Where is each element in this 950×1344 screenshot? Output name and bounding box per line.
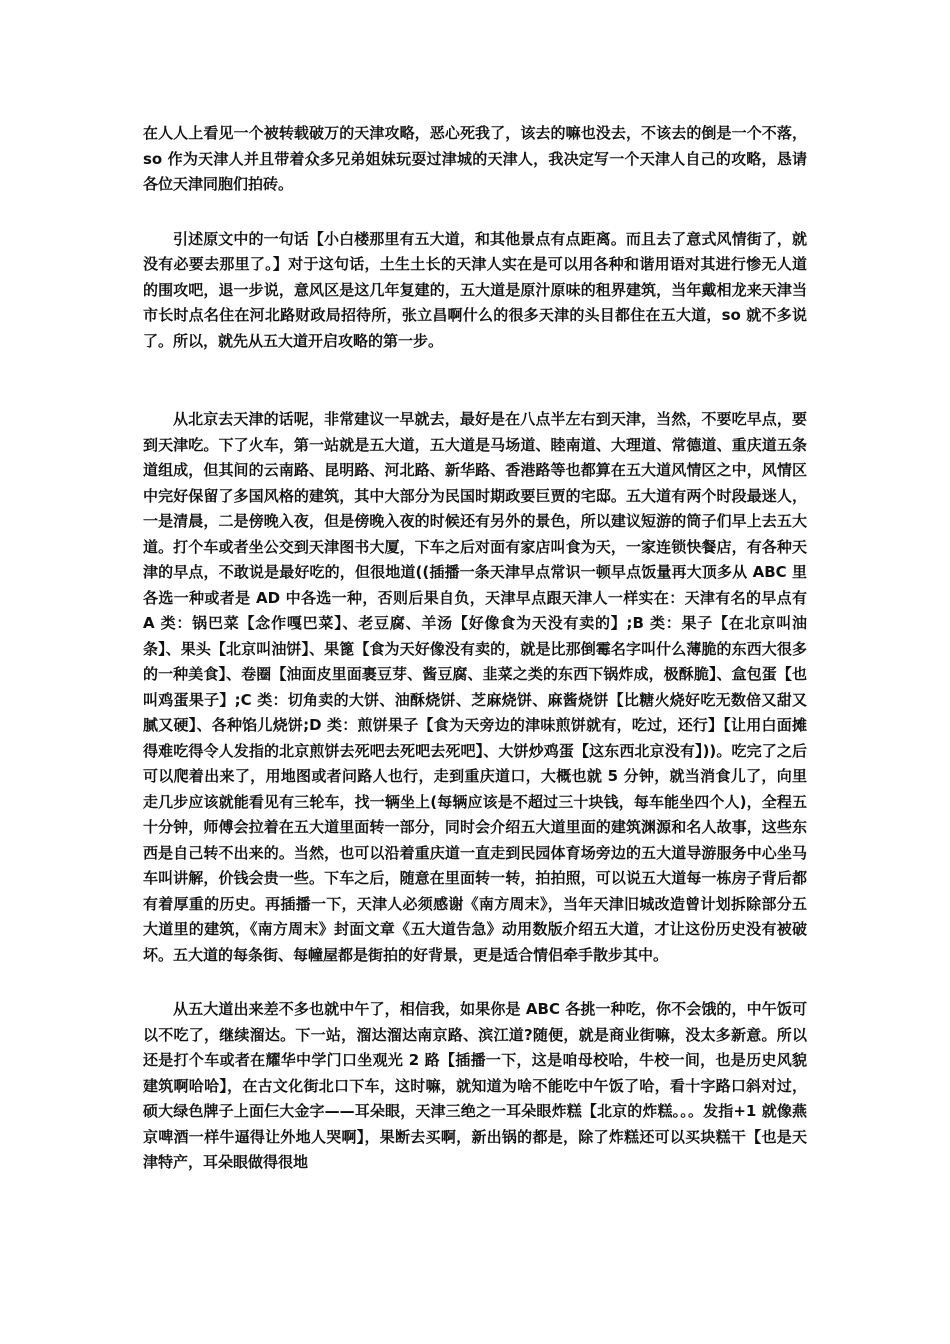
paragraph-noon-route: 从五大道出来差不多也就中午了，相信我，如果你是 ABC 各挑一种吃，你不会饿的，中午饭可以不吃了，继续溜达。下一站，溜达溜达南京路、滨江道?随便，就是商业街嘛，没太多新意。所以还是打个车或者在耀华中学门口坐观光 2 路【插播一下，这是咱母校哈，牛校一间，也是历史风貌建筑啊哈哈】，在古文化街北口下车，这时嘛，就知道为啥不能吃中午饭了哈，看十字路口斜对过，硕大绿色牌子上面仨大金字——耳朵眼，天津三绝之一耳朵眼炸糕【北京的炸糕。。。发指+1 就像燕京啤酒一样牛逼得让外地人哭啊】，果断去买啊，新出锅的都是，除了炸糕还可以买块糕干【也是天津特产，耳朵眼做得很地 bbox=[143, 1000, 807, 1171]
paragraph-intro: 在人人上看见一个被转载破万的天津攻略，恶心死我了，该去的嘛也没去，不该去的倒是一个不落，so 作为天津人并且带着众多兄弟姐妹玩耍过津城的天津人，我决定写一个天津人自己的攻略，恳请各位天津同胞们拍砖。 bbox=[143, 124, 807, 193]
document-body bbox=[143, 121, 807, 1176]
paragraph-morning-route: 从北京去天津的话呢，非常建议一早就去，最好是在八点半左右到天津，当然，不要吃早点，要到天津吃。下了火车，第一站就是五大道，五大道是马场道、睦南道、大理道、常德道、重庆道五条道组成，但其间的云南路、昆明路、河北路、新华路、香港路等也都算在五大道风情区之中，风情区中完好保留了多国风格的建筑，其中大部分为民国时期政要巨贾的宅邸。五大道有两个时段最迷人，一是清晨，二是傍晚入夜，但是傍晚入夜的时候还有另外的景色，所以建议短游的筒子们早上去五大道。打个车或者坐公交到天津图书大厦，下车之后对面有家店叫食为天，一家连锁快餐店，有各种天津的早点，不敢说是最好吃的，但很地道((插播一条天津早点常识一顿早点饭量再大顶多从 ABC 里各选一种或者是 AD 中各选一种，否则后果自负，天津早点跟天津人一样实在：天津有名的早点有 A 类：锅巴菜【念作嘎巴菜】、老豆腐、羊汤【好像食为天没有卖的】;B 类：果子【在北京叫油条】、果头【北京叫油饼】、果篦【食为天好像没有卖的，就是比那倒霉名字叫什么薄脆的东西大很多的一种美食】、卷圈【油面皮里面裹豆芽、酱豆腐、韭菜之类的东西下锅炸成，极酥脆】、盒包蛋【也叫鸡蛋果子】;C 类：切角卖的大饼、油酥烧饼、芝麻烧饼、麻酱烧饼【比糖火烧好吃无数倍又甜又腻又硬】、各种馅儿烧饼;D 类：煎饼果子【食为天旁边的津味煎饼就有，吃过，还行】【让用白面摊得难吃得令人发指的北京煎饼去死吧去死吧去死吧】、大饼炒鸡蛋【这东西北京没有】))。吃完了之后可以爬着出来了，用地图或者问路人也行，走到重庆道口，大概也就 5 分钟，就当消食儿了，向里走几步应该就能看见有三轮车，找一辆坐上(每辆应该是不超过三十块钱，每车能坐四个人)，全程五十分钟，师傅会拉着在五大道里面转一部分，同时会介绍五大道里面的建筑渊源和名人故事，这些东西是自己转不出来的。当然，也可以沿着重庆道一直走到民园体育场旁边的五大道导游服务中心坐马车叫讲解，价钱会贵一些。下车之后，随意在里面转一转，拍拍照，可以说五大道每一栋房子背后都有着厚重的历史。再插播一下，天津人必须感谢《南方周末》，当年天津旧城改造曾计划拆除部分五大道里的建筑，《南方周末》封面文章《五大道告急》动用数版介绍五大道，才让这份历史没有被破坏。五大道的每条街、每幢屋都是街拍的好背景，更是适合情侣牵手散步其中。 bbox=[143, 410, 807, 964]
paragraph-wudadao-quote: 引述原文中的一句话【小白楼那里有五大道，和其他景点有点距离。而且去了意式风情街了，就没有必要去那里了。】对于这句话，土生土长的天津人实在是可以用各种和谐用语对其进行惨无人道的围攻吧，退一步说，意风区是这几年复建的，五大道是原汁原味的租界建筑，当年戴相龙来天津当市长时点名住在河北路财政局招待所，张立昌啊什么的很多天津的头目都住在五大道，so 就不多说了。所以，就先从五大道开启攻略的第一步。 bbox=[143, 229, 807, 350]
